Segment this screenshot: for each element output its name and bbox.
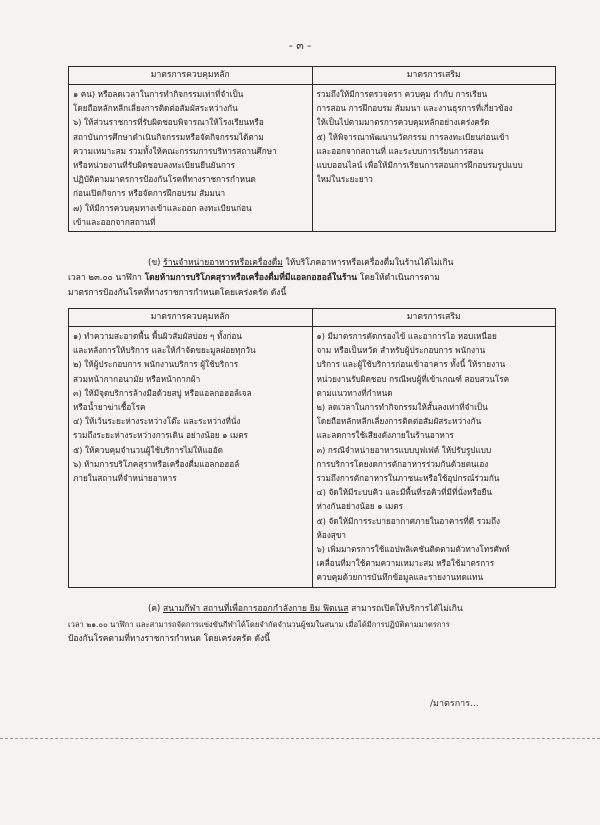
measure-line: ปฏิบัติตามมาตรการป้องกันโรคที่ทางราชการกำหนด xyxy=(73,174,256,185)
measure-line: และหลังการให้บริการ และให้กำจัดขยะมูลฝอยทุกวัน xyxy=(73,345,256,356)
measure-line: ๕) ให้พิจารณาพัฒนานวัตกรรม การลงทะเบียนก่อนเข้า xyxy=(316,131,510,142)
measure-line: ๕) จัดให้มีการระบายอากาศภายในอาคารที่ดี รวมถึง xyxy=(316,515,501,526)
measure-line: ๑ คน) หรือลดเวลาในการทำกิจกรรมเท่าที่จำเป็น xyxy=(73,89,244,99)
measure-line: หรือน้ำยาฆ่าเชื้อโรค xyxy=(73,402,146,413)
measure-line: ๖) เพิ่มมาตรการใช้แอปพลิเคชันติดตามตัวทางโทรศัพท์ xyxy=(316,544,510,555)
section-text: มาตรการป้องกันโรคที่ทางราชการกำหนดโดยเคร่งครัด ดังนี้ xyxy=(68,288,287,298)
measure-line: ห้องสุขา xyxy=(316,529,347,540)
table1-extra-cell xyxy=(312,85,556,232)
measure-line: ๕) ให้ควบคุมจำนวนผู้ใช้บริการไม่ให้แออัด xyxy=(73,444,223,455)
measure-line: ตามแนวทางที่กำหนด xyxy=(316,387,393,398)
section-text: ให้บริโภคอาหารหรือเครื่องดื่มในร้านได้ไม่เกิน xyxy=(282,258,454,268)
measure-line: แบบออนไลน์ เพื่อให้มีการเรียนการสอนการฝึกอบรมรูปแบบ xyxy=(316,160,523,171)
measure-line: จาม หรือเป็นหวัด สำหรับผู้ประกอบการ พนักงาน xyxy=(316,345,486,356)
section-heading-link: ร้านจำหน่ายอาหารหรือเครื่องดื่ม xyxy=(163,258,283,268)
measure-line: หรือหน่วยงานที่รับผิดชอบลงทะเบียนยืนยันการ xyxy=(73,160,236,171)
table2-main-cell xyxy=(69,327,313,588)
section-text: โดยให้ดำเนินการตาม xyxy=(357,273,440,283)
measure-line: การบริการโดยงดการตักอาหารร่วมกันด้วยตนเอง xyxy=(316,458,489,469)
measure-line: ๑) มีมาตรการคัดกรองไข้ และอาการไอ หอบเหนื่อย xyxy=(316,331,497,341)
table2-header-main: มาตรการควบคุมหลัก xyxy=(69,309,313,327)
measure-line: สถาบันการศึกษาดำเนินกิจกรรมหรือจัดกิจกรรมได้ตาม xyxy=(73,131,264,142)
measure-line: ๔) จัดให้มีระบบคิว และมีพื้นที่รอคิวที่มีที่นั่งหรือยืน xyxy=(316,487,493,498)
measures-table-1 xyxy=(68,66,556,232)
measure-line: ควบคุมด้วยการบันทึกข้อมูลและรายงานทดแทน xyxy=(316,572,484,583)
measure-line: การสอน การฝึกอบรม สัมมนา และงานธุรการที่เกี่ยวข้อง xyxy=(316,103,513,114)
measure-line: โดยถือหลักหลีกเลี่ยงการติดต่อสัมผัสระหว่างกัน xyxy=(316,416,482,427)
section-sports-venues xyxy=(68,602,556,647)
measure-line: บริการ และผู้ใช้บริการก่อนเข้าอาคาร ทั้งนี้ ให้รายงาน xyxy=(316,359,506,370)
measure-line: ใหม่ในระยะยาว xyxy=(316,174,373,185)
table1-header-main: มาตรการควบคุมหลัก xyxy=(69,67,313,85)
scan-divider xyxy=(0,738,600,739)
measure-line: รวมถึงให้มีการตรวจตรา ควบคุม กำกับ การเรียน xyxy=(316,89,488,99)
measure-line: ๑) ทำความสะอาดพื้น พื้นผิวสัมผัสบ่อย ๆ ทั้งก่อน xyxy=(73,331,242,341)
measure-line: ๒) ให้ผู้ประกอบการ พนักงานบริการ ผู้ใช้บริการ xyxy=(73,359,239,370)
measure-line: เคลื่อนที่มาใช้ตามความเหมาะสม หรือใช้มาตรการ xyxy=(316,558,495,569)
measure-line: รวมถึงระยะห่างระหว่างการเดิน อย่างน้อย ๑ เมตร xyxy=(73,430,248,441)
measure-line: ๖) ให้ส่วนราชการที่รับผิดชอบพิจารณาให้โรงเรียนหรือ xyxy=(73,117,264,128)
measure-line: ๒) ลดเวลาในการทำกิจกรรมให้สั้นลงเท่าที่จำเป็น xyxy=(316,402,488,413)
measure-line: ความเหมาะสม รวมทั้งให้คณะกรรมการบริหารสถานศึกษา xyxy=(73,145,277,156)
measure-line: ๔) ให้เว้นระยะห่างระหว่างโต๊ะ และระหว่างที่นั่ง xyxy=(73,416,241,427)
measure-line: ภายในสถานที่จำหน่ายอาหาร xyxy=(73,473,177,484)
section-heading-link: สนามกีฬา สถานที่เพื่อการออกกำลังกาย ยิม ฟิตเนส xyxy=(163,604,349,614)
measure-line: ๖) ห้ามการบริโภคสุราหรือเครื่องดื่มแอลกอฮอล์ xyxy=(73,458,240,469)
section-text: สามารถเปิดให้บริการได้ไม่เกิน xyxy=(348,604,463,614)
measure-line: เข้าและออกจากสถานที่ xyxy=(73,216,156,227)
section-food-shops xyxy=(68,256,556,301)
measure-line: ๗) ให้มีการควบคุมทางเข้าและออก ลงทะเบียนก่อน xyxy=(73,202,252,213)
measure-line: ห่างกันอย่างน้อย ๑ เมตร xyxy=(316,501,403,512)
table2-extra-cell xyxy=(312,327,556,588)
measure-line: ๓) กรณีจำหน่ายอาหารแบบบุฟเฟต์ ให้ปรับรูปแบบ xyxy=(316,444,492,455)
continuation-note: /มาตรการ... xyxy=(430,699,479,709)
section-emphasis: โดยห้ามการบริโภคสุราหรือเครื่องดื่มที่มีแอลกอฮอล์ในร้าน xyxy=(144,273,358,283)
measure-line: ให้เป็นไปตามมาตรการควบคุมหลักอย่างเคร่งครัด xyxy=(316,117,490,128)
section-text: เวลา ๒๑.๐๐ นาฬิกา และสามารถจัดการแข่งขันกีฬาได้โดยจำกัดจำนวนผู้ชมในสนาม เมื่อได้มีการปฏิบัติตามมาตรการ xyxy=(68,620,450,629)
measure-line: สวมหน้ากากอนามัย หรือหน้ากากผ้า xyxy=(73,373,201,384)
section-marker: (ข) xyxy=(148,258,161,268)
measure-line: และออกจากสถานที่ และระบบการเรียนการสอน xyxy=(316,145,484,156)
measure-line: หน่วยงานรับผิดชอบ กรณีพบผู้ที่เข้าเกณฑ์ สอบสวนโรค xyxy=(316,373,510,384)
section-marker: (ค) xyxy=(148,604,161,614)
table1-header-extra: มาตรการเสริม xyxy=(312,67,556,85)
page-number: - ๓ - xyxy=(288,39,312,52)
measure-line: และลดการใช้เสียงดังภายในร้านอาหาร xyxy=(316,430,454,441)
table2-header-extra: มาตรการเสริม xyxy=(312,309,556,327)
measure-line: โดยถือหลักหลีกเลี่ยงการติดต่อสัมผัสระหว่างกัน xyxy=(73,103,238,114)
measure-line: รวมถึงการตักอาหารในภาชนะหรือใช้อุปกรณ์ร่วมกัน xyxy=(316,473,500,484)
measure-line: ๓) ให้มีจุดบริการล้างมือด้วยสบู่ หรือแอลกอฮอล์เจล xyxy=(73,387,252,398)
section-text: เวลา ๒๓.๐๐ นาฬิกา xyxy=(68,273,145,283)
measures-table-2 xyxy=(68,308,556,588)
section-text: ป้องกันโรคตามที่ทางราชการกำหนด โดยเคร่งครัด ดังนี้ xyxy=(68,634,270,644)
measure-line: ก่อนเปิดกิจการ หรือจัดการฝึกอบรม สัมมนา xyxy=(73,188,226,199)
table1-main-cell xyxy=(69,85,313,232)
